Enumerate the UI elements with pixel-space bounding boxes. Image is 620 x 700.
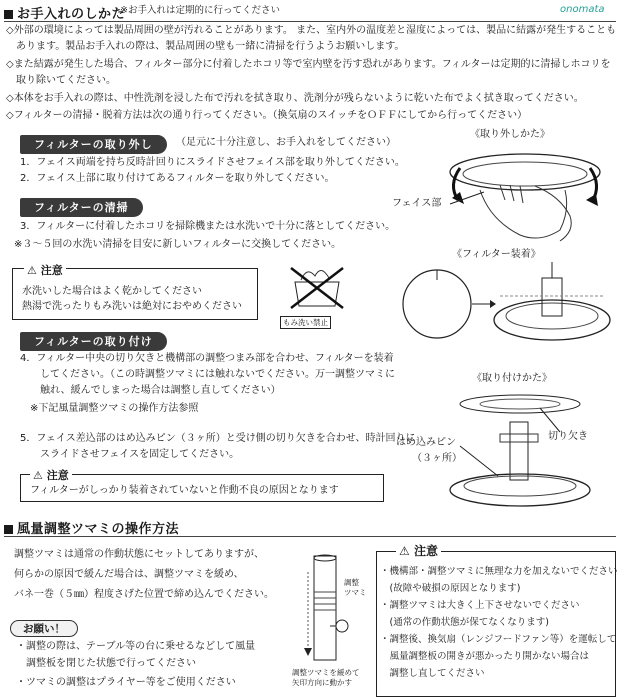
warning-triangle-icon: ⚠ — [33, 469, 43, 482]
care-bullet: ◇また結露が発生した場合、フィルター部分に付着したホコリ等で室内壁を汚す恐れがあります。フィルターは定期的に清掃しホコリを — [6, 59, 611, 70]
no-scrub-label: もみ洗い禁止 — [280, 316, 331, 329]
face-pointer — [450, 200, 490, 212]
knob-fig-label: 調整 ツマミ — [344, 578, 367, 597]
removal-illustration — [440, 140, 610, 250]
cleaning-label: フィルターの清掃 — [20, 198, 143, 217]
knob-section-title: 風量調整ツマミの操作方法 — [4, 518, 179, 537]
warning-triangle-icon: ⚠ — [399, 544, 410, 558]
cleaning-step-3: 3．フィルターに付着したホコリを掃除機または水洗いで十分に落としてください。 — [20, 221, 396, 232]
caution-1-line: 水洗いした場合はよく乾かしてください — [22, 286, 202, 297]
knob-line: バネ一巻（５㎜）程度さげた位置で締め込んでください。 — [14, 589, 274, 600]
request-line: 調整板を閉じた状態で行ってください — [16, 658, 196, 669]
caution-3-line: ・調整後、換気扇（レンジフードファン等）を運転して — [380, 634, 617, 645]
request-line: ・調整の際は、テーブル等の台に乗せるなどして風量 — [16, 641, 256, 652]
caution-3-line: ・調整ツマミは大きく上下させないでください — [380, 600, 580, 611]
divider — [4, 536, 616, 537]
caution-title-2: ⚠ 注意 — [30, 467, 72, 483]
attach-diagram-title: 《取り付けかた》 — [472, 373, 552, 384]
mounting-diagram-title: 《フィルター装着》 — [452, 249, 541, 260]
care-section-title: お手入れのしかた — [4, 3, 125, 22]
caution-3-line: 調整し直してください — [380, 668, 485, 679]
pin-label: はめ込みピン — [396, 437, 456, 448]
care-bullets — [6, 24, 616, 125]
knob-fig-caption: 調整ツマミを緩めて 矢印方向に動かす — [292, 668, 360, 687]
mounting-illustration — [392, 262, 617, 352]
caution-3-line: 風量調整板の開きが悪かったり開かない場合は — [380, 651, 590, 662]
mounting-step-4: してください。（この時調整ツマミには触れないでください。万一調整ツマミに — [20, 369, 395, 380]
caution-3-line: (故障や破損の原因となります) — [380, 583, 521, 594]
section-square-icon — [4, 525, 13, 534]
care-subtitle: ※お手入れは定期的に行ってください — [120, 5, 280, 16]
request-label: お願い！ — [10, 620, 78, 637]
caution-title-1: ⚠ 注意 — [24, 262, 66, 278]
removal-label: フィルターの取り外し — [20, 135, 167, 154]
no-scrub-icon — [287, 262, 347, 314]
removal-note: （足元に十分注意し、お手入れをしてください） — [176, 137, 396, 148]
face-label: フェイス部 — [392, 198, 442, 209]
caution-3-list — [380, 563, 618, 682]
cleaning-note: ※３〜５回の水洗い清掃を目安に新しいフィルターに交換してください。 — [14, 239, 342, 250]
mounting-label: フィルターの取り付け — [20, 332, 167, 351]
removal-step-1: 1．フェイス両端を持ち反時計回りにスライドさせフェイス部を取り外してください。 — [20, 157, 405, 168]
divider — [4, 21, 616, 22]
removal-diagram-title: 《取り外しかた》 — [470, 129, 550, 140]
care-bullet: ◇フィルターの清掃・脱着方法は次の通り行ってください。（換気扇のスイッチをＯＦＦにしてから行ってください） — [6, 110, 528, 121]
knob-line: 何らかの原因で緩んだ場合は、調整ツマミを緩め、 — [14, 569, 244, 580]
knob-line: 調整ツマミは通常の作動状態にセットしてありますが、 — [14, 549, 264, 560]
brand-mark: onomata — [560, 4, 605, 15]
section-square-icon — [4, 10, 13, 19]
warning-triangle-icon: ⚠ — [27, 264, 37, 277]
removal-step-2: 2．フェイス上部に取り付けてあるフィルターを取り外してください。 — [20, 173, 335, 184]
care-bullet: あります。製品お手入れの際は、製品周囲の壁も一緒に清掃を行うようお願いします。 — [6, 41, 405, 52]
mounting-step-5: 5．フェイス差込部のはめ込みピン（３ヶ所）と受け側の切り欠きを合わせ、時計回りに — [20, 433, 416, 444]
caution-title-3: ⚠ 注意 — [396, 542, 441, 559]
knob-illustration — [302, 552, 372, 670]
mounting-step-4: 触れ、緩んでしまった場合は調整し直してください） — [20, 385, 281, 396]
mounting-ref: ※下記風量調整ツマミの操作方法参照 — [20, 403, 199, 414]
pin-count: （３ヶ所） — [412, 453, 462, 464]
mounting-step-4: 4．フィルター中央の切り欠きと機構部の調整つまみ部を合わせ、フィルターを装着 — [20, 353, 394, 364]
care-bullet: 取り除いてください。 — [6, 75, 116, 86]
caution-3-line: ・機構部・調整ツマミに無理な力を加えないでください — [380, 566, 618, 577]
mounting-step-5: スライドさせフェイスを固定してください。 — [20, 449, 240, 460]
caution-1-line: 熱湯で洗ったりもみ洗いは絶対におやめください — [22, 301, 242, 312]
care-bullet: ◇外部の環境によっては製品周囲の壁が汚れることがあります。 また、室内外の温度差と湿度によっては、製品に結露が発生することも — [6, 25, 617, 36]
attach-illustration — [440, 384, 615, 514]
care-bullet: ◇本体をお手入れの際は、中性洗剤を浸した布で汚れを拭き取り、洗剤分が残らないように乾いた布でよく拭き取ってください。 — [6, 93, 584, 104]
caution-3-line: (通常の作動状態が保てなくなります) — [380, 617, 549, 628]
request-line: ・ツマミの調整はプライヤー等をご使用ください — [16, 677, 236, 688]
notch-label: 切り欠き — [548, 431, 588, 442]
caution-2-line: フィルターがしっかり装着されていないと作動不良の原因となります — [30, 485, 339, 496]
